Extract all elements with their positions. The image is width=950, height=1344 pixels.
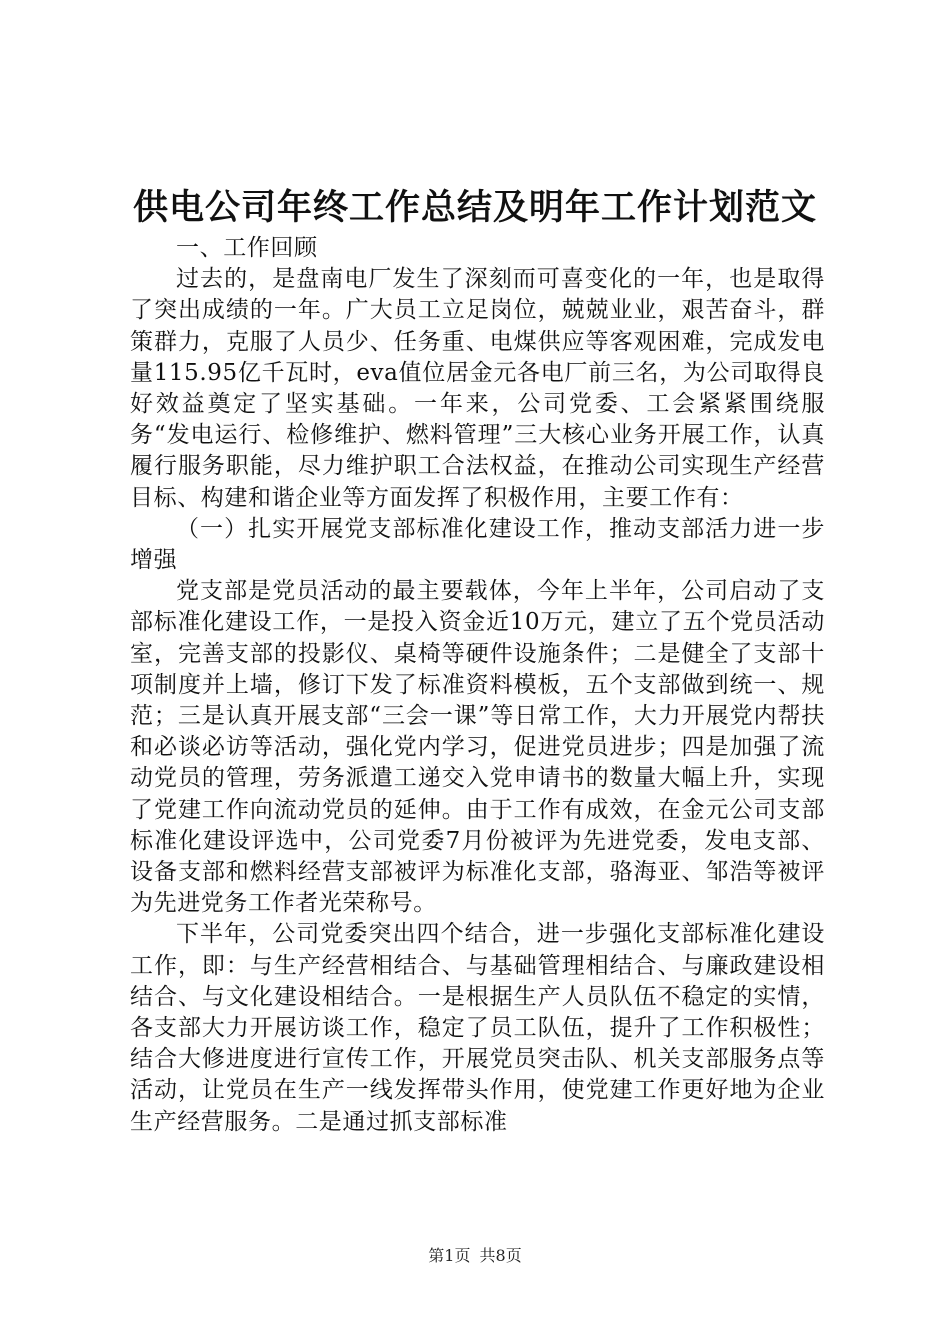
- page-footer: [0, 1245, 950, 1267]
- section-heading-review: 一、工作回顾: [176, 235, 318, 261]
- paragraph-second-half: 下半年，公司党委突出四个结合，进一步强化支部标准化建设工作，即：与生产经营相结合、与基础管理相结合、与廉政建设相结合、与文化建设相结合。一是根据生产人员队伍不稳定的实情，各支部大力开展访谈工作，稳定了员工队伍，提升了工作积极性；结合大修进度进行宣传工作，开展党员突击队、机关支部服务点等活动，让党员在生产一线发挥带头作用，使党建工作更好地为企业生产经营服务。二是通过抓支部标准: [130, 921, 825, 1135]
- paragraph-intro: 过去的，是盘南电厂发生了深刻而可喜变化的一年，也是取得了突出成绩的一年。广大员工立足岗位，兢兢业业，艰苦奋斗，群策群力，克服了人员少、任务重、电煤供应等客观困难，完成发电量115.95亿千瓦时，eva值位居金元各电厂前三名，为公司取得良好效益奠定了坚实基础。一年来，公司党委、工会紧紧围绕服务“发电运行、检修维护、燃料管理”三大核心业务开展工作，认真履行服务职能，尽力维护职工合法权益，在推动公司实现生产经营目标、构建和谐企业等方面发挥了积极作用，主要工作有：: [130, 266, 825, 511]
- document-title: 供电公司年终工作总结及明年工作计划范文: [132, 187, 817, 228]
- paragraph-first-half: 党支部是党员活动的最主要载体，今年上半年，公司启动了支部标准化建设工作，一是投入资金近10万元，建立了五个党员活动室，完善支部的投影仪、桌椅等硬件设施条件；二是健全了支部十项制度并上墙，修订下发了标准资料模板，五个支部做到统一、规范；三是认真开展支部“三会一课”等日常工作，大力开展党内帮扶和必谈必访等活动，强化党内学习，促进党员进步；四是加强了流动党员的管理，劳务派遣工递交入党申请书的数量大幅上升，实现了党建工作向流动党员的延伸。由于工作有成效，在金元公司支部标准化建设评选中，公司党委7月份被评为先进党委，发电支部、设备支部和燃料经营支部被评为标准化支部，骆海亚、邹浩等被评为先进党务工作者光荣称号。: [130, 578, 825, 917]
- page-number: 第1页: [428, 1246, 471, 1265]
- subsection-heading-party-branch: （一）扎实开展党支部标准化建设工作，推动支部活力进一步增强: [130, 515, 825, 574]
- document-body: [130, 233, 825, 1138]
- page-total: 共8页: [479, 1246, 522, 1265]
